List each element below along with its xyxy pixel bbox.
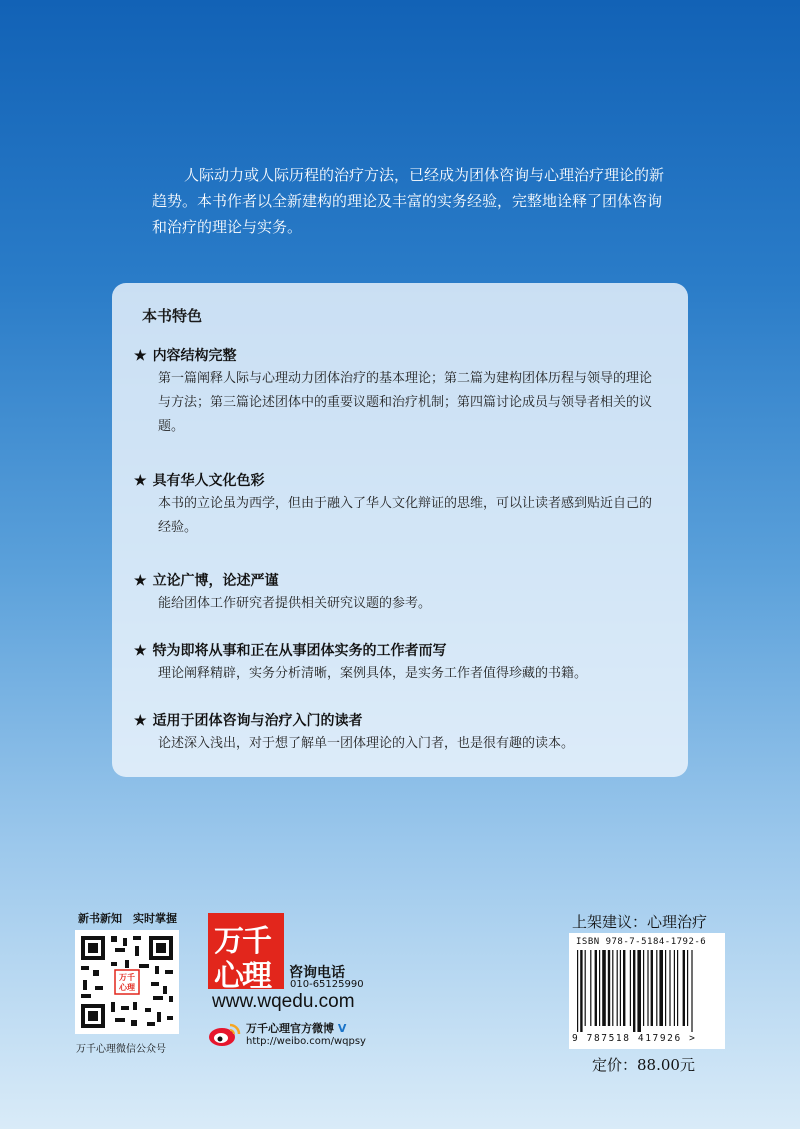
barcode-bar <box>577 950 578 1032</box>
star-icon: ★ <box>134 713 147 729</box>
logo-line2: 心理 <box>214 959 270 994</box>
feature-item <box>134 470 664 540</box>
qr-caption-top: 新书新知 实时掌握 <box>78 912 177 925</box>
intro-text: 人际动力或人际历程的治疗方法，已经成为团体咨询与心理治疗理论的新趋势。本书作者以全新建构的理论及丰富的实务经验，完整地诠释了团体咨询和治疗的理论与实务。 <box>152 166 665 236</box>
barcode-bar <box>691 950 692 1032</box>
feature-body: 能给团体工作研究者提供相关研究议题的参考。 <box>158 596 432 611</box>
barcode-bar <box>608 950 610 1026</box>
feature-heading: 特为即将从事和正在从事团体实务的工作者而写 <box>152 643 447 659</box>
barcode-bar <box>599 950 600 1026</box>
feature-heading: 具有华人文化色彩 <box>152 473 265 489</box>
isbn-text: ISBN 978-7-5184-1792-6 <box>576 937 707 947</box>
feature-heading: 立论广博，论述严谨 <box>152 573 279 589</box>
barcode-bar <box>669 950 670 1026</box>
barcode-bar <box>595 950 597 1026</box>
feature-item <box>134 710 664 756</box>
feature-body: 本书的立论虽为西学，但由于融入了华人文化辩证的思维，可以让读者感到贴近自己的经验。 <box>158 496 653 535</box>
barcode-bar <box>580 950 582 1032</box>
phone-label: 咨询电话 <box>289 965 345 981</box>
barcode-bar <box>637 950 641 1032</box>
barcode-bar <box>687 950 688 1026</box>
barcode-bar <box>677 950 678 1026</box>
publisher-logo <box>208 913 284 994</box>
qr-stamp-line2: 心理 <box>119 982 135 992</box>
barcode-bar <box>665 950 666 1026</box>
barcode-bar <box>590 950 591 1026</box>
qr-stamp-line1: 万千 <box>119 972 135 982</box>
barcode-bar <box>623 950 625 1026</box>
barcode-bar <box>659 950 663 1026</box>
barcode-bar <box>643 950 644 1026</box>
barcode-bar <box>656 950 657 1026</box>
qr-code-graphic <box>75 930 179 1034</box>
phone-number: 010-65125990 <box>290 979 364 990</box>
weibo-url[interactable]: http://weibo.com/wqpsy <box>246 1036 366 1047</box>
star-icon: ★ <box>134 643 147 659</box>
weibo-label: 万千心理官方微博 V <box>246 1022 347 1035</box>
features-title: 本书特色 <box>142 307 203 325</box>
feature-item <box>134 345 664 439</box>
barcode-bar <box>674 950 675 1026</box>
feature-heading: 适用于团体咨询与治疗入门的读者 <box>152 713 363 729</box>
barcode-bar <box>633 950 635 1032</box>
barcode-graphic <box>577 950 717 1032</box>
weibo-icon <box>208 1021 242 1047</box>
intro-paragraph <box>152 162 672 240</box>
barcode-bar <box>612 950 613 1026</box>
isbn-barcode <box>569 933 725 1049</box>
barcode-bar <box>630 950 631 1026</box>
feature-item <box>134 640 664 686</box>
barcode-bar <box>651 950 653 1026</box>
barcode-bar <box>602 950 606 1026</box>
feature-heading: 内容结构完整 <box>152 348 237 364</box>
ean-text: 9 787518 417926 > <box>572 1033 697 1044</box>
website-link[interactable]: www.wqedu.com <box>212 991 355 1012</box>
feature-body: 理论阐释精辟，实务分析清晰，案例具体，是实务工作者值得珍藏的书籍。 <box>158 666 588 681</box>
feature-body: 第一篇阐释人际与心理动力团体治疗的基本理论；第二篇为建构团体历程与领导的理论与方法；第三篇论述团体中的重要议题和治疗机制；第四篇讨论成员与领导者相关的议题。 <box>158 371 653 434</box>
star-icon: ★ <box>134 573 147 589</box>
barcode-bar <box>617 950 618 1026</box>
wechat-qr-code[interactable] <box>75 930 179 1034</box>
verified-icon: V <box>337 1022 347 1035</box>
qr-caption-bottom: 万千心理微信公众号 <box>76 1044 166 1055</box>
feature-body: 论述深入浅出，对于想了解单一团体理论的入门者，也是很有趣的读本。 <box>158 736 575 751</box>
features-panel <box>112 283 688 777</box>
barcode-bar <box>683 950 685 1026</box>
barcode-bar <box>585 950 586 1026</box>
price: 定价：88.00元 <box>592 1056 695 1074</box>
barcode-bar <box>620 950 621 1026</box>
star-icon: ★ <box>134 348 147 364</box>
feature-item <box>134 570 664 616</box>
barcode-bar <box>647 950 648 1026</box>
star-icon: ★ <box>134 473 147 489</box>
shelf-suggestion: 上架建议：心理治疗 <box>572 913 708 931</box>
logo-line1: 万千 <box>214 924 270 959</box>
